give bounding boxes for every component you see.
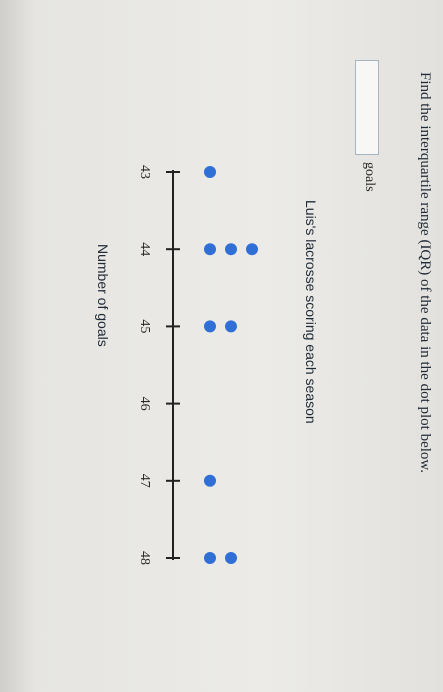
answer-unit-label: goals bbox=[362, 162, 377, 192]
tick-label-48: 48 bbox=[137, 551, 152, 565]
data-dot-45-1 bbox=[204, 320, 216, 332]
tick-label-43: 43 bbox=[137, 165, 152, 179]
question-prompt: Find the interquartile range (IQR) of the data in the dot plot below. bbox=[417, 72, 433, 474]
data-dot-47-1 bbox=[204, 475, 216, 487]
dot-plot-title: Luis's lacrosse scoring each season bbox=[303, 200, 319, 424]
tick-label-45: 45 bbox=[137, 319, 152, 334]
data-dot-48-2 bbox=[225, 552, 237, 564]
data-dot-44-1 bbox=[204, 243, 216, 255]
data-dot-48-1 bbox=[204, 552, 216, 564]
data-dot-43-1 bbox=[204, 166, 216, 178]
tick-label-46: 46 bbox=[137, 396, 152, 411]
tick-label-47: 47 bbox=[137, 473, 152, 488]
data-dot-44-3 bbox=[246, 243, 258, 255]
x-axis-title: Number of goals bbox=[95, 244, 111, 347]
data-dot-44-2 bbox=[225, 243, 237, 255]
data-dot-45-2 bbox=[225, 320, 237, 332]
tick-label-44: 44 bbox=[137, 242, 152, 257]
